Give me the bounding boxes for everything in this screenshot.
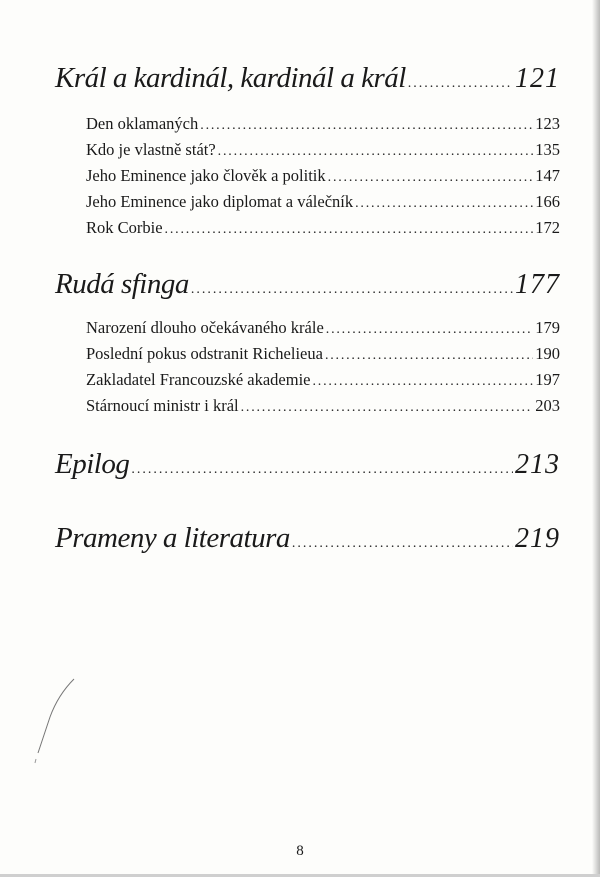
toc-entry-row [86, 114, 560, 134]
dot-leader [312, 374, 533, 390]
toc-chapter-row [55, 522, 560, 555]
dot-leader [328, 170, 534, 186]
entry-page-number: 166 [535, 192, 560, 211]
toc-entry-row [86, 318, 560, 338]
toc-chapter-row [55, 268, 560, 301]
dot-leader [218, 144, 534, 160]
entry-title: Poslední pokus odstranit Richelieua [86, 344, 323, 363]
dot-leader [191, 282, 513, 298]
toc-entry-row [86, 344, 560, 364]
chapter-page-number: 177 [515, 269, 560, 300]
dot-leader [355, 196, 533, 212]
entry-page-number: 147 [535, 166, 560, 185]
dot-leader [326, 322, 533, 338]
entry-page-number: 197 [535, 370, 560, 389]
toc-chapter-row [55, 448, 560, 481]
toc-entry-row [86, 192, 560, 212]
entry-title: Stárnoucí ministr i král [86, 396, 239, 415]
entry-page-number: 135 [535, 140, 560, 159]
pencil-mark-decoration [30, 675, 80, 765]
toc-chapter-row [55, 62, 560, 95]
entry-page-number: 179 [535, 318, 560, 337]
page-number: 8 [296, 843, 304, 859]
entry-page-number: 190 [535, 344, 560, 363]
toc-entry-row [86, 140, 560, 160]
dot-leader [200, 118, 533, 134]
toc-entry-row [86, 396, 560, 416]
dot-leader [325, 348, 533, 364]
entry-page-number: 123 [535, 114, 560, 133]
dot-leader [131, 462, 513, 478]
chapter-title: Rudá sfinga [55, 268, 189, 300]
toc-entry-row [86, 218, 560, 238]
chapter-page-number: 213 [515, 449, 560, 480]
page-edge-shadow [592, 0, 600, 877]
chapter-title: Král a kardinál, kardinál a král [55, 62, 406, 94]
entry-title: Jeho Eminence jako člověk a politik [86, 166, 326, 185]
entry-title: Narození dlouho očekávaného krále [86, 318, 324, 337]
entry-title: Zakladatel Francouzské akademie [86, 370, 311, 389]
entry-title: Rok Corbie [86, 218, 163, 237]
toc-entry-row [86, 166, 560, 186]
entry-title: Den oklamaných [86, 114, 199, 133]
dot-leader [241, 400, 534, 416]
chapter-page-number: 121 [515, 63, 560, 94]
dot-leader [165, 222, 534, 238]
entry-page-number: 172 [535, 218, 560, 237]
entry-title: Kdo je vlastně stát? [86, 140, 216, 159]
toc-entry-row [86, 370, 560, 390]
entry-page-number: 203 [535, 396, 560, 415]
chapter-title: Prameny a literatura [55, 522, 290, 554]
chapter-page-number: 219 [515, 523, 560, 554]
entry-title: Jeho Eminence jako diplomat a válečník [86, 192, 354, 211]
dot-leader [408, 76, 513, 92]
dot-leader [292, 536, 513, 552]
chapter-title: Epilog [55, 448, 130, 480]
